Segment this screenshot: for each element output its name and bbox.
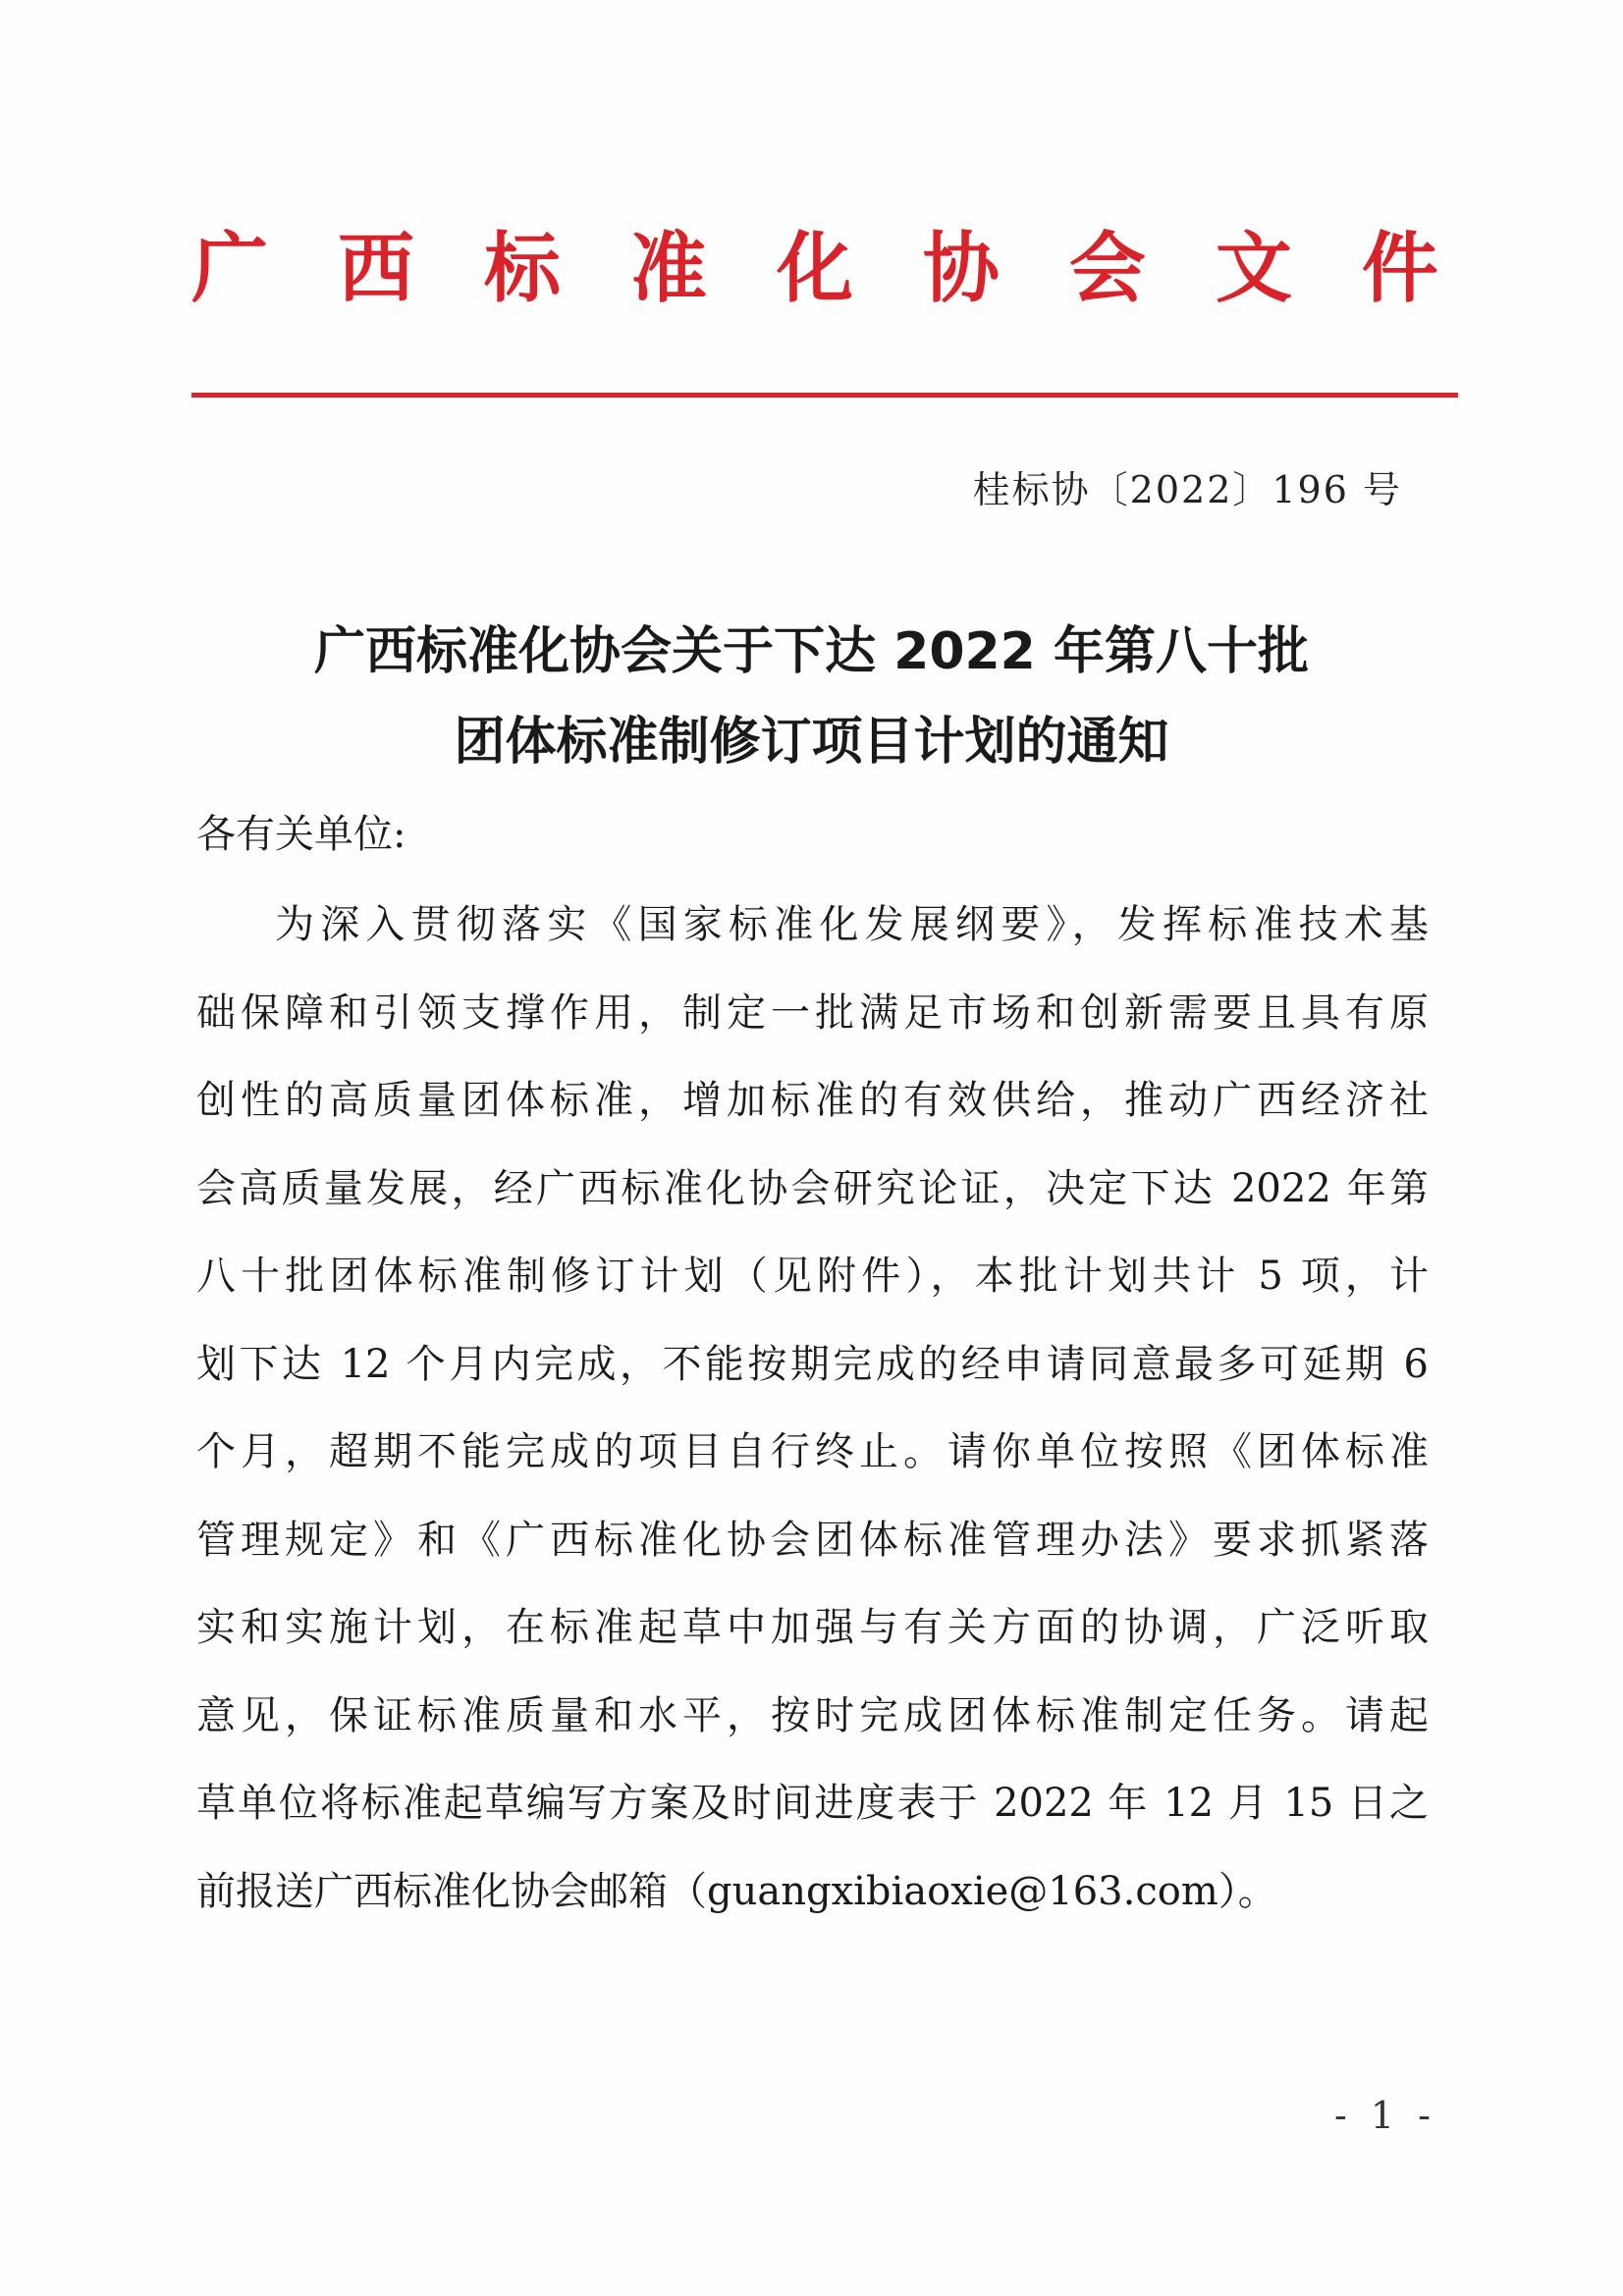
header-char: 准 <box>629 224 707 313</box>
org-document-header <box>191 224 1438 313</box>
header-char: 广 <box>191 224 269 313</box>
body-line: 创性的高质量团体标准，增加标准的有效供给，推动广西经济社 <box>196 1078 1429 1123</box>
header-red-rule <box>191 393 1458 398</box>
body-line: 会高质量发展，经广西标准化协会研究论证，决定下达 2022 年第 <box>196 1165 1429 1211</box>
body-line: 础保障和引领支撑作用，制定一批满足市场和创新需要且具有原 <box>196 989 1429 1036</box>
body-line: 前报送广西标准化协会邮箱（guangxibiaoxie@163.com）。 <box>196 1868 1277 1914</box>
header-char: 件 <box>1361 224 1438 313</box>
header-char: 协 <box>922 224 1000 313</box>
body-line: 个月，超期不能完成的项目自行终止。请你单位按照《团体标准 <box>196 1429 1429 1474</box>
body-line: 划下达 12 个月内完成，不能按期完成的经申请同意最多可延期 6 <box>196 1341 1429 1387</box>
body-line: 意见，保证标准质量和水平，按时完成团体标准制定任务。请起 <box>196 1692 1429 1738</box>
document-number: 桂标协〔2022〕196 号 <box>972 468 1402 511</box>
header-char: 西 <box>337 224 414 313</box>
body-line: 为深入贯彻落实《国家标准化发展纲要》，发挥标准技术基 <box>275 902 1429 947</box>
notice-title-line-1: 广西标准化协会关于下达 2022 年第八十批 <box>314 622 1309 681</box>
header-char: 文 <box>1215 224 1292 313</box>
body-line: 八十批团体标准制修订计划（见附件），本批计划共计 5 项，计 <box>196 1254 1429 1299</box>
header-char: 化 <box>776 224 853 313</box>
header-char: 标 <box>483 224 561 313</box>
body-line: 实和实施计划，在标准起草中加强与有关方面的协调，广泛听取 <box>196 1605 1429 1650</box>
header-char: 会 <box>1068 224 1146 313</box>
page-number: - 1 - <box>1333 2094 1436 2137</box>
salutation: 各有关单位: <box>196 812 406 857</box>
body-line: 草单位将标准起草编写方案及时间进度表于 2022 年 12 月 15 日之 <box>196 1781 1429 1826</box>
body-line: 管理规定》和《广西标准化协会团体标准管理办法》要求抓紧落 <box>196 1517 1429 1563</box>
notice-title-line-2: 团体标准制修订项目计划的通知 <box>454 713 1169 772</box>
body-paragraph <box>196 881 1429 1936</box>
notice-title <box>0 607 1623 787</box>
